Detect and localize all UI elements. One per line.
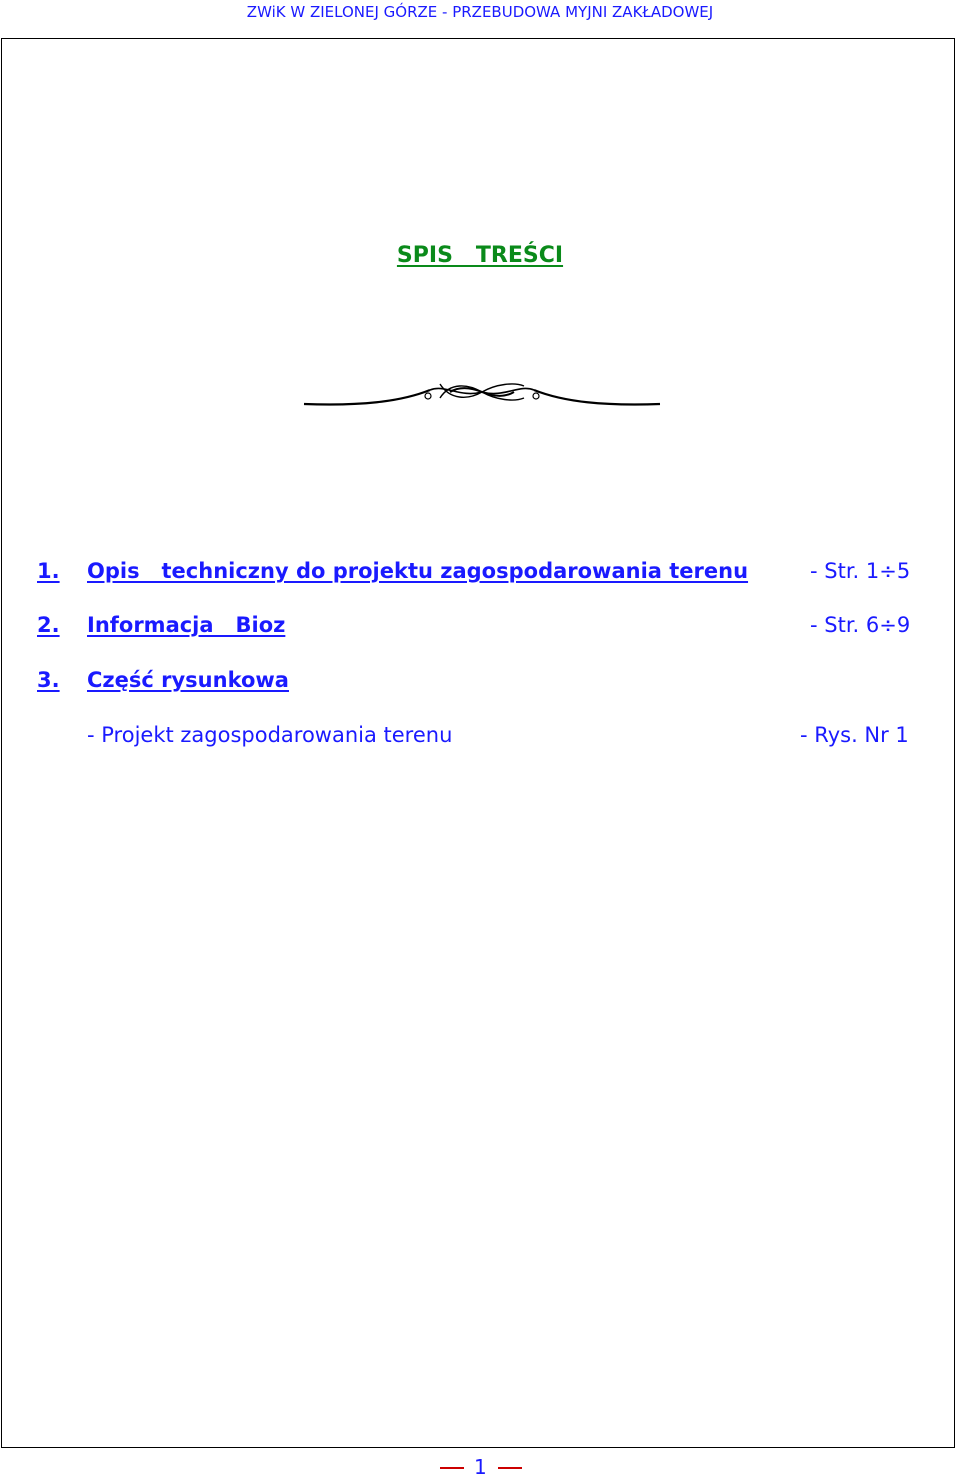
toc-link-czesc-rysunkowa[interactable]: Część rysunkowa bbox=[87, 668, 289, 692]
toc-link-informacja-bioz[interactable]: Informacja Bioz bbox=[87, 613, 286, 637]
toc-drawing-ref: - Rys. Nr 1 bbox=[800, 723, 909, 747]
footer-line-left bbox=[440, 1467, 464, 1469]
toc-row-1 bbox=[0, 554, 960, 588]
page-footer bbox=[0, 1454, 960, 1478]
toc-row-3 bbox=[0, 663, 960, 697]
toc-link-opis-techniczny[interactable]: Opis techniczny do projektu zagospodarowania terenu bbox=[87, 559, 749, 583]
running-header: ZWiK W ZIELONEJ GÓRZE - PRZEBUDOWA MYJNI ZAKŁADOWEJ bbox=[246, 3, 714, 21]
toc-page-ref: - Str. 1÷5 bbox=[810, 559, 911, 583]
toc-number[interactable]: 2. bbox=[37, 613, 60, 637]
toc-subitem-row bbox=[0, 718, 960, 752]
title-text: SPIS TREŚCI bbox=[396, 243, 564, 268]
footer-line-right bbox=[498, 1467, 522, 1469]
ornament-divider bbox=[300, 376, 664, 416]
toc-number[interactable]: 3. bbox=[37, 668, 60, 692]
toc-number[interactable]: 1. bbox=[37, 559, 60, 583]
toc-row-2 bbox=[0, 608, 960, 642]
page-number: 1 bbox=[474, 1455, 487, 1479]
page-title bbox=[0, 240, 960, 272]
toc-page-ref: - Str. 6÷9 bbox=[810, 613, 911, 637]
toc-subitem-label: - Projekt zagospodarowania terenu bbox=[87, 723, 453, 747]
